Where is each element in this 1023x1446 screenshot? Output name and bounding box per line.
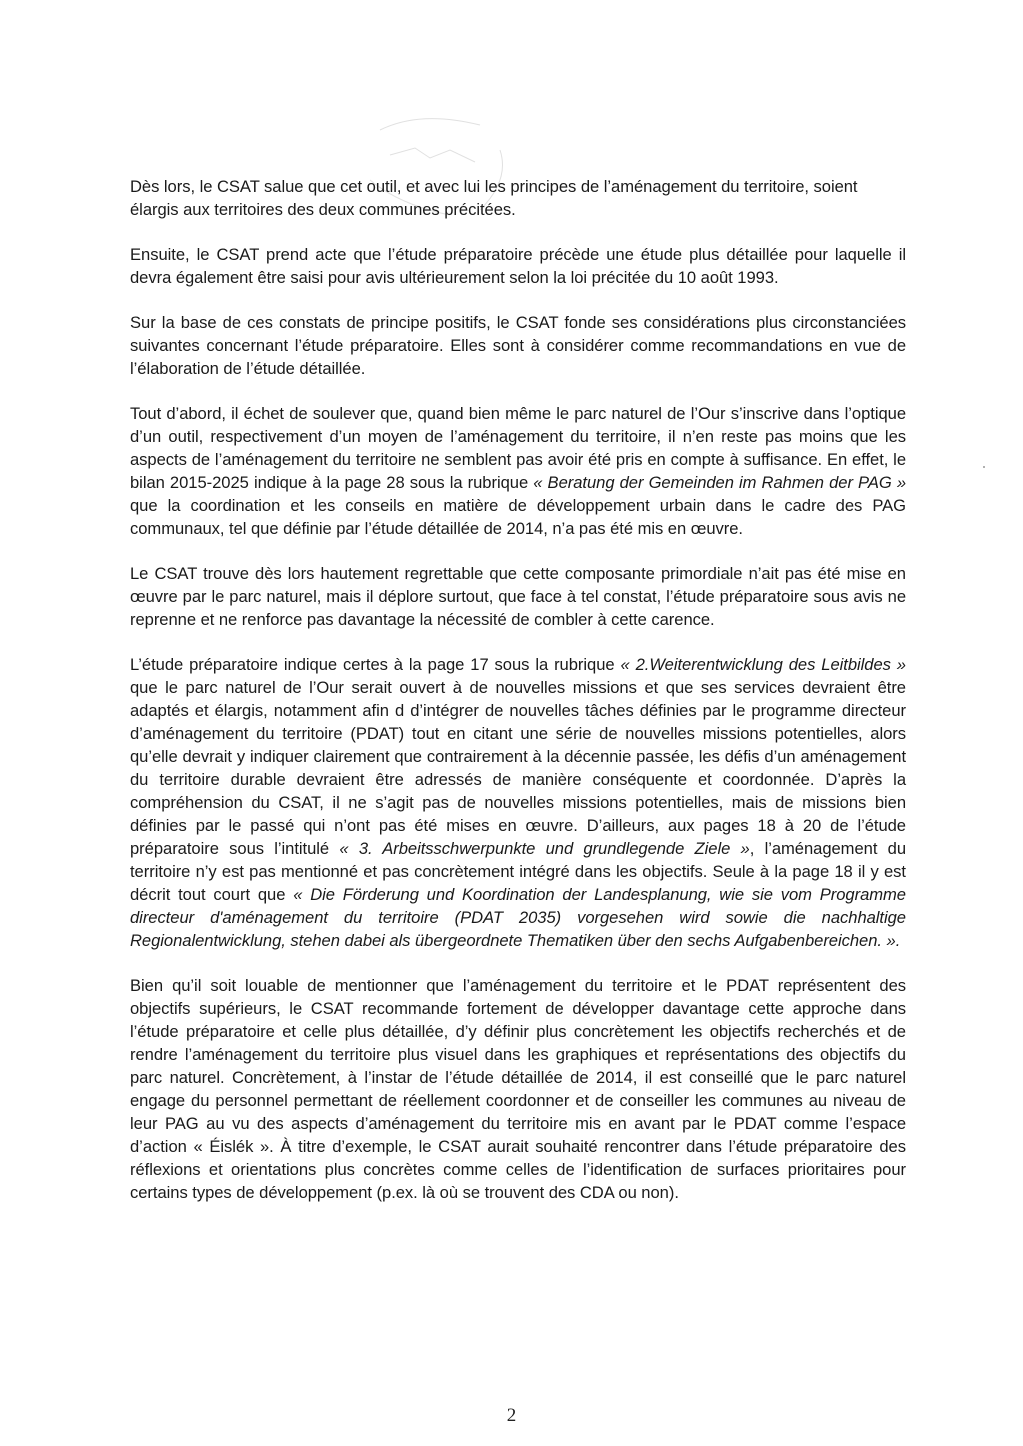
paragraph-6 bbox=[130, 653, 906, 952]
italic-citation: « 3. Arbeitsschwerpunkte und grundlegende Ziele » bbox=[339, 839, 750, 858]
text-segment: Tout d’abord, il échet de soulever que, quand bien même le parc naturel de l’Our s’inscrive dans l’optique d’un outil, respectivement d’un moyen de l’aménagement du territoire, il n’en reste pas moins que les aspects de l’aménagement du territoire ne semblent pas avoir été pris en compte à suffisance. En effet, le bilan 2015-2025 indique à la page 28 sous la rubrique bbox=[130, 404, 906, 492]
paragraph-4 bbox=[130, 402, 906, 540]
paragraph-3 bbox=[130, 311, 906, 380]
paragraph-2 bbox=[130, 243, 906, 289]
text-segment: L’étude préparatoire indique certes à la page 17 sous la rubrique bbox=[130, 655, 621, 674]
text-segment: Ensuite, le CSAT prend acte que l’étude préparatoire précède une étude plus détaillée pour laquelle il devra également être saisi pour avis ultérieurement selon la loi précitée du 10 août 1993. bbox=[130, 245, 906, 287]
text-segment: Bien qu’il soit louable de mentionner que l’aménagement du territoire et le PDAT représentent des objectifs supérieurs, le CSAT recommande fortement de développer davantage cette approche dans l’étude préparatoire et celle plus détaillée, d’y définir plus concrètement les objectifs recherchés et de rendre l’aménagement du territoire plus visuel dans les graphiques et représentations des objectifs du parc naturel. Concrètement, à l’instar de l’étude détaillée de 2014, il est conseillé que le parc naturel engage du personnel permettant de réellement coordonner et de conseiller les communes au niveau de leur PAG au vu des aspects d’aménagement du territoire mis en avant par le PDAT comme l’espace d’action « Éislék ». À titre d’exemple, le CSAT aurait souhaité rencontrer dans l’étude préparatoire des réflexions et orientations plus concrètes comme celles de l’identification de surfaces prioritaires pour certains types de développement (p.ex. là où se trouvent des CDA ou non). bbox=[130, 976, 906, 1202]
paragraph-5 bbox=[130, 562, 906, 631]
scan-speck bbox=[983, 466, 985, 468]
text-segment: Le CSAT trouve dès lors hautement regrettable que cette composante primordiale n’ait pas été mise en œuvre par le parc naturel, mais il déplore surtout, que face à tel constat, l’étude préparatoire sous avis ne reprenne et ne renforce pas davantage la nécessité de combler à cette carence. bbox=[130, 564, 906, 629]
paragraph-7 bbox=[130, 974, 906, 1204]
page-number: 2 bbox=[506, 1405, 517, 1426]
italic-citation: « Beratung der Gemeinden im Rahmen der PAG » bbox=[533, 473, 906, 492]
paragraph-1 bbox=[130, 175, 906, 221]
text-segment: Dès lors, le CSAT salue que cet outil, et avec lui les principes de l’aménagement du territoire, soient élargis aux territoires des deux communes précitées. bbox=[130, 177, 858, 219]
italic-citation: « 2.Weiterentwicklung des Leitbildes » bbox=[620, 655, 906, 674]
text-segment: , l’aménagement du territoire n’y est pas mentionné et pas concrètement intégré dans les objectifs. Seule à la page 18 il y est décrit tout court que bbox=[130, 839, 907, 904]
italic-citation: « Die Förderung und Koordination der Landesplanung, wie sie vom Programme directeur d'aménagement du territoire (PDAT 2035) vorgesehen wird sowie die nachhaltige Regionalentwicklung, stehen dabei als übergeordnete Thematiken über den sechs Aufgabenbereichen. ». bbox=[130, 885, 906, 950]
text-segment: que le parc naturel de l’Our serait ouvert à de nouvelles missions et que ses services devraient être adaptés et élargis, notamment afin d d’intégrer de nouvelles tâches définies par le programme directeur d’aménagement du territoire (PDAT) tout en citant une série de nouvelles missions potentielles, alors qu’elle devrait y indiquer clairement que contrairement à la décennie passée, les défis d’un aménagement du territoire durable devraient être adressés de manière conséquente et coordonnée. D’après la compréhension du CSAT, il ne s’agit pas de nouvelles missions potentielles, mais de missions bien définies par le passé qui n’ont pas été mises en œuvre. D’ailleurs, aux pages 18 à 20 de l’étude préparatoire sous l’intitulé bbox=[130, 678, 906, 858]
text-segment: que la coordination et les conseils en matière de développement urbain dans le cadre des PAG communaux, tel que définie par l’étude détaillée de 2014, n’a pas été mis en œuvre. bbox=[130, 496, 906, 538]
document-body bbox=[130, 175, 906, 1226]
text-segment: Sur la base de ces constats de principe positifs, le CSAT fonde ses considérations plus circonstanciées suivantes concernant l’étude préparatoire. Elles sont à considérer comme recommandations en vue de l’élaboration de l’étude détaillée. bbox=[130, 313, 906, 378]
